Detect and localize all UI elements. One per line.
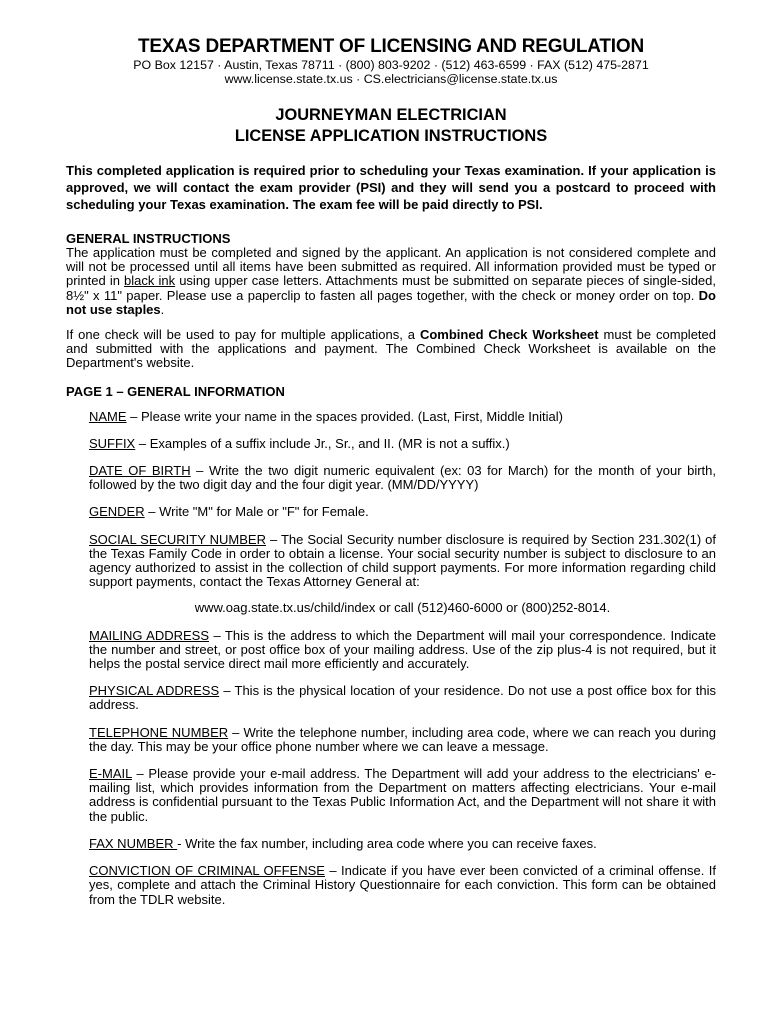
item-name-label: NAME xyxy=(89,408,127,424)
item-physical-text: – This is the physical location of your residence. Do not use a post office box for this address. xyxy=(89,683,717,713)
gi-p2-text-a: If one check will be used to pay for multiple applications, a xyxy=(66,327,420,343)
item-email-text: – Please provide your e-mail address. The Department will add your address to the electricians' e-mailing list, which provides information from the Department on matters affecting electricians. Your e-mail address is confidential pursuant to the Texas Public Information Act, and the Department will not share it with the public. xyxy=(89,766,716,824)
item-physical-address xyxy=(89,684,716,712)
gi-p1-text-a: The application must be completed and signed by the applicant. An application is not considered complete and will not be processed until all items have been submitted as required. All information provided must be typed or printed in xyxy=(66,245,716,289)
general-instructions-paragraph-2 xyxy=(66,328,716,371)
item-gender xyxy=(89,505,716,519)
gi-p1-text-b: using upper case letters. Attachments must be submitted on separate pieces of single-sided, 8½" x 11" paper. Please use a paperclip to fasten all pages together, with the check or money order on top. xyxy=(66,273,717,303)
item-ssn-text: – The Social Security number disclosure is required by Section 231.302(1) of the Texas Family Code in order to obtain a license. Your social security number is subject to disclosure to an agency authorized to assist in the collection of child support payments. For more information regarding child support payments, contact the Texas Attorney General at: xyxy=(89,531,716,590)
item-criminal-text: – Indicate if you have ever been convicted of a criminal offense. If yes, complete and attach the Criminal History Questionnaire for each conviction. This form can be obtained from the TDLR website. xyxy=(89,863,717,907)
item-email-label: E-MAIL xyxy=(89,766,132,782)
item-mailing-text: – This is the address to which the Department will mail your correspondence. Indicate the number and street, or post office box of your mailing address. Use of the zip plus-4 is not required, but it helps the postal service direct mail more efficiently and accurately. xyxy=(89,627,716,672)
item-dob-label: DATE OF BIRTH xyxy=(89,463,191,479)
item-name xyxy=(89,410,716,424)
item-telephone-label: TELEPHONE NUMBER xyxy=(89,724,229,740)
item-date-of-birth xyxy=(89,464,716,492)
item-physical-label: PHYSICAL ADDRESS xyxy=(89,683,220,699)
item-ssn-label: SOCIAL SECURITY NUMBER xyxy=(89,531,266,547)
agency-name: TEXAS DEPARTMENT OF LICENSING AND REGULATION xyxy=(138,36,644,57)
item-mailing-label: MAILING ADDRESS xyxy=(89,627,210,643)
general-instructions-paragraph-1 xyxy=(66,246,716,317)
document-title xyxy=(66,105,716,147)
item-criminal-label: CONVICTION OF CRIMINAL OFFENSE xyxy=(89,863,325,879)
item-fax-label: FAX NUMBER xyxy=(89,835,178,851)
agency-address: PO Box 12157 · Austin, Texas 78711 · (800) 803-9202 · (512) 463-6599 · FAX (512) 475-2871 xyxy=(133,58,649,72)
page1-heading: PAGE 1 – GENERAL INFORMATION xyxy=(66,383,285,399)
gi-p2-text-b: must be completed and submitted with the applications and payment. The Combined Check Worksheet is available on the Department's website. xyxy=(66,327,716,371)
item-fax-text: - Write the fax number, including area code where you can receive faxes. xyxy=(177,835,597,851)
title-line-2: LICENSE APPLICATION INSTRUCTIONS xyxy=(234,127,548,145)
item-suffix-label: SUFFIX xyxy=(89,435,136,451)
item-criminal-conviction xyxy=(89,864,716,907)
intro-paragraph: This completed application is required prior to scheduling your Texas examination. If your application is approved, we will contact the exam provider (PSI) and they will send you a postcard to proceed with scheduling your Texas examination. The exam fee will be paid directly to PSI. xyxy=(66,163,716,212)
item-email xyxy=(89,767,716,824)
item-gender-label: GENDER xyxy=(89,504,145,520)
gi-p1-end: . xyxy=(160,301,165,317)
item-suffix-text: – Examples of a suffix include Jr., Sr., and II. (MR is not a suffix.) xyxy=(135,435,510,451)
item-fax xyxy=(89,837,716,851)
item-dob-text: – Write the two digit numeric equivalent (ex: 03 for March) for the month of your birth, followed by the two digit day and the four digit year. (MM/DD/YYYY) xyxy=(89,463,716,493)
item-telephone-text: – Write the telephone number, including area code, where we can reach you during the day. This may be your office phone number where we can leave a message. xyxy=(89,724,716,754)
item-mailing-address xyxy=(89,629,716,672)
item-telephone xyxy=(89,726,716,754)
gi-p2-worksheet: Combined Check Worksheet xyxy=(419,327,599,343)
gi-p1-no-staples: Do not use staples xyxy=(66,287,716,317)
item-suffix xyxy=(89,437,716,451)
general-instructions-heading: GENERAL INSTRUCTIONS xyxy=(66,231,231,246)
item-ssn xyxy=(89,533,716,590)
item-name-text: – Please write your name in the spaces provided. (Last, First, Middle Initial) xyxy=(126,408,563,424)
oag-contact-line: www.oag.state.tx.us/child/index or call (512)460-6000 or (800)252-8014. xyxy=(194,600,611,616)
document-page xyxy=(66,36,716,907)
title-line-1: JOURNEYMAN ELECTRICIAN xyxy=(275,106,507,124)
item-gender-text: – Write "M" for Male or "F" for Female. xyxy=(144,504,369,520)
gi-p1-black-ink: black ink xyxy=(124,273,176,289)
agency-web-email: www.license.state.tx.us · CS.electricians@license.state.tx.us xyxy=(224,72,558,86)
